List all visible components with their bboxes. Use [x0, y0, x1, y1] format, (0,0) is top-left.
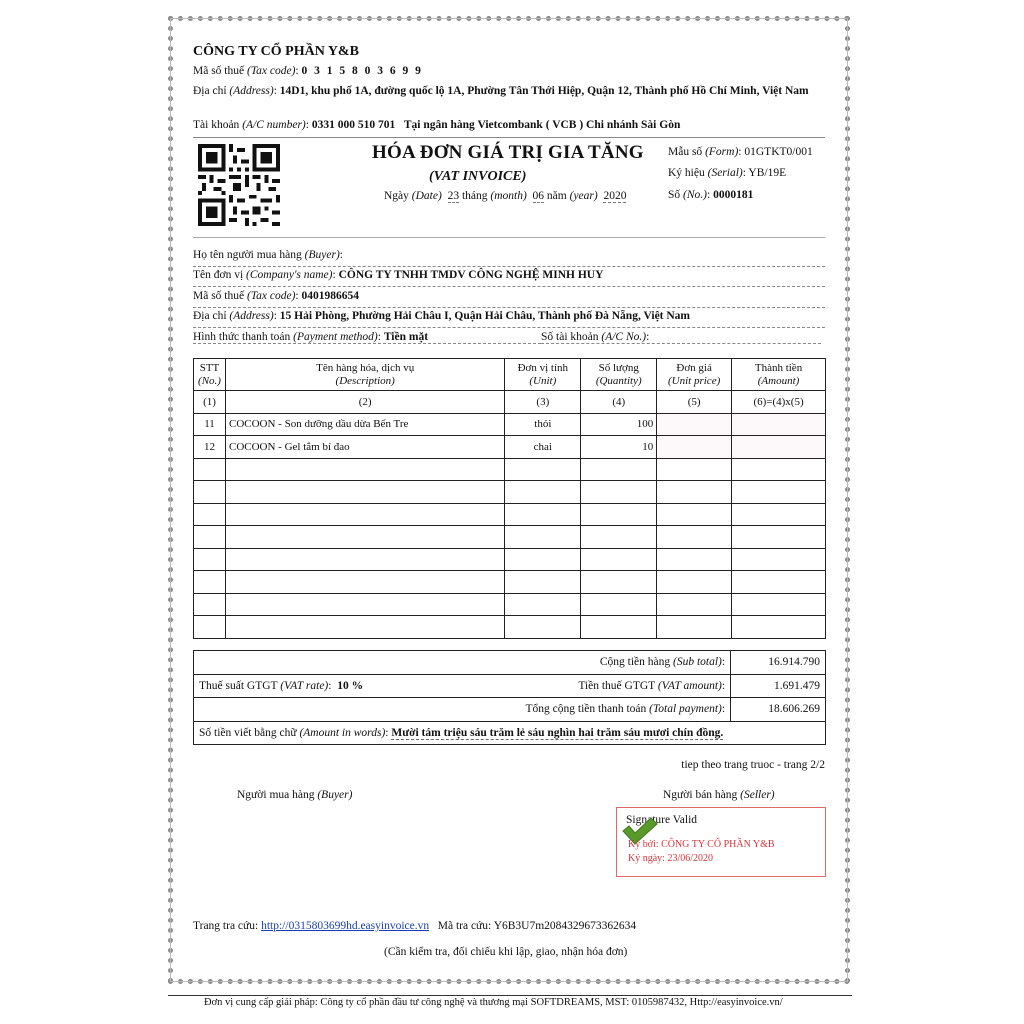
empty-rows [194, 458, 826, 638]
col-header-quantity: Số lượng (Quantity) [581, 359, 657, 391]
serial-label: Ký hiệu [668, 167, 705, 179]
col-header-amount: Thành tiền (Amount) [732, 359, 826, 391]
empty-cell [194, 503, 226, 526]
lookup-code-label: Mã tra cứu: [437, 920, 492, 932]
provider-footer: Đơn vị cung cấp giải pháp: Công ty cổ phần đầu tư công nghệ và thương mại SOFTDREAMS, MST: 0105987432, Http://easyinvoice.vn/ [204, 997, 783, 1008]
table-row-empty [194, 526, 826, 549]
year-label-en: (year) [569, 190, 598, 202]
col-header-description: Tên hàng hóa, dịch vụ (Description) [225, 359, 504, 391]
seller-account-label-en: (A/C number) [242, 119, 306, 131]
empty-cell [732, 458, 826, 481]
seller-address-line: Địa chỉ (Address): 14D1, khu phố 1A, đường quốc lộ 1A, Phường Tân Thới Hiệp, Quận 12, Thành phố Hồ Chí Minh, Việt Nam [193, 85, 809, 97]
subtotal-value: 16.914.790 [731, 651, 826, 675]
row-description: COCOON - Gel tắm bí đao [225, 436, 504, 459]
table-row [194, 436, 826, 459]
row-amount-redacted [732, 413, 826, 436]
buyer-account-label-en: (A/C No.) [601, 331, 647, 343]
seller-account-line: Tài khoản (A/C number): 0331 000 510 701 Tại ngân hàng Vietcombank ( VCB ) Chi nhánh Sài Gòn [193, 119, 681, 131]
empty-cell [194, 593, 226, 616]
header-divider [193, 137, 825, 138]
qr-code [198, 144, 280, 226]
amount-in-words-cell: Số tiền viết bằng chữ (Amount in words): Mười tám triệu sáu trăm lẻ sáu nghìn hai trăm sáu mươi chín đồng. [194, 721, 826, 745]
buyer-company-label-en: (Company's name) [246, 269, 333, 281]
row-amount-redacted [732, 436, 826, 459]
empty-cell [225, 571, 504, 594]
seller-account-number: 0331 000 510 701 [311, 119, 396, 131]
empty-cell [581, 593, 657, 616]
total-row [194, 698, 826, 722]
table-row [194, 413, 826, 436]
invoice-form: 01GTKT0/001 [744, 146, 813, 158]
empty-cell [581, 458, 657, 481]
subtotal-label-cell: Cộng tiền hàng (Sub total): [194, 651, 731, 675]
footer-divider [168, 995, 852, 996]
empty-cell [505, 548, 581, 571]
seller-tax-label-en: (Tax code) [246, 65, 296, 77]
payment-label: Hình thức thanh toán [193, 331, 291, 343]
totals-table [193, 650, 826, 745]
empty-cell [657, 616, 732, 639]
lookup-url-link[interactable]: http://0315803699hd.easyinvoice.vn [261, 920, 430, 932]
payment-label-en: (Payment method) [293, 331, 378, 343]
row-unit-price-redacted [657, 413, 732, 436]
amount-in-words: Mười tám triệu sáu trăm lẻ sáu nghìn hai trăm sáu mươi chín đồng. [391, 726, 724, 739]
empty-cell [657, 503, 732, 526]
invoice-day: 23 [447, 190, 460, 202]
col-header-unit-price: Đơn giá (Unit price) [657, 359, 732, 391]
empty-cell [505, 458, 581, 481]
empty-cell [505, 593, 581, 616]
lookup-line [193, 920, 636, 932]
vat-row [194, 674, 826, 698]
empty-cell [732, 616, 826, 639]
empty-cell [732, 481, 826, 504]
invoice-year: 2020 [603, 190, 627, 202]
table-row-empty [194, 571, 826, 594]
payment-method: Tiền mặt [383, 331, 429, 343]
row-unit: thỏi [505, 413, 581, 436]
empty-cell [732, 503, 826, 526]
table-row-empty [194, 616, 826, 639]
seller-tax-code: 0 3 1 5 8 0 3 6 9 9 [301, 65, 423, 77]
empty-cell [657, 548, 732, 571]
row-unit: chai [505, 436, 581, 459]
total-value: 18.606.269 [731, 698, 826, 722]
buyer-company-field: Tên đơn vị (Company's name): CÔNG TY TNHH TMDV CÔNG NGHỆ MINH HUY [193, 269, 825, 287]
row-quantity: 10 [581, 436, 657, 459]
index-cell: (1) [194, 391, 226, 414]
row-no: 12 [194, 436, 226, 459]
page-note: tiep theo trang truoc - trang 2/2 [681, 759, 825, 771]
form-label: Mẫu số [668, 146, 703, 158]
words-row [194, 721, 826, 745]
date-label-en: (Date) [411, 190, 442, 202]
empty-cell [657, 593, 732, 616]
empty-cell [657, 571, 732, 594]
vat-rate: 10 % [337, 679, 364, 692]
buyer-name-field: Họ tên người mua hàng (Buyer): [193, 249, 825, 267]
date-label: Ngày [384, 190, 409, 202]
seller-tax-line: Mã số thuế (Tax code): 0 3 1 5 8 0 3 6 9 9 [193, 65, 423, 77]
buyer-company: CÔNG TY TNHH TMDV CÔNG NGHỆ MINH HUY [338, 269, 604, 281]
number-label: Số [668, 189, 681, 201]
digital-signature-box[interactable] [616, 807, 826, 877]
title-divider [193, 237, 825, 238]
buyer-name-label: Họ tên người mua hàng [193, 249, 302, 261]
row-quantity: 100 [581, 413, 657, 436]
empty-cell [581, 503, 657, 526]
buyer-tax-field: Mã số thuế (Tax code): 0401986654 [193, 290, 825, 308]
index-cell: (6)=(4)x(5) [732, 391, 826, 414]
empty-cell [732, 593, 826, 616]
serial-label-en: (Serial) [707, 167, 743, 179]
empty-cell [657, 458, 732, 481]
empty-cell [581, 548, 657, 571]
empty-cell [732, 571, 826, 594]
row-description: COCOON - Son dưỡng dầu dừa Bến Tre [225, 413, 504, 436]
buyer-account-label: Số tài khoản [541, 331, 599, 343]
row-unit-price-redacted [657, 436, 732, 459]
index-cell: (4) [581, 391, 657, 414]
seller-bank: Tại ngân hàng Vietcombank ( VCB ) Chi nhánh Sài Gòn [403, 119, 681, 131]
empty-cell [225, 593, 504, 616]
vat-label-cell: Thuế suất GTGT (VAT rate): 10 % Tiền thuế GTGT (VAT amount): [194, 674, 731, 698]
empty-cell [505, 616, 581, 639]
col-header-no: STT (No.) [194, 359, 226, 391]
row-no: 11 [194, 413, 226, 436]
lookup-note: (Cần kiểm tra, đối chiếu khi lập, giao, nhận hóa đơn) [384, 946, 628, 958]
buyer-signature-label: Người mua hàng (Buyer) [237, 789, 353, 801]
empty-cell [225, 458, 504, 481]
col-header-unit: Đơn vị tính (Unit) [505, 359, 581, 391]
empty-cell [581, 481, 657, 504]
table-row-empty [194, 503, 826, 526]
items-table [193, 358, 826, 639]
buyer-payment-field: Hình thức thanh toán (Payment method): Tiền mặt Số tài khoản (A/C No.): [193, 331, 825, 349]
buyer-tax-label-en: (Tax code) [246, 290, 296, 302]
invoice-number: 0000181 [713, 189, 754, 201]
month-label: tháng [461, 190, 488, 202]
signed-by: Ký bởi: CÔNG TY CỔ PHẦN Y&B [628, 839, 775, 850]
empty-cell [581, 526, 657, 549]
empty-cell [194, 571, 226, 594]
empty-cell [194, 526, 226, 549]
invoice-form-line: Mẫu số (Form): 01GTKT0/001 [668, 146, 813, 158]
vat-amount-value: 1.691.479 [731, 674, 826, 698]
index-cell: (5) [657, 391, 732, 414]
empty-cell [505, 481, 581, 504]
year-label: năm [546, 190, 567, 202]
invoice-month: 06 [532, 190, 545, 202]
invoice-subtitle: (VAT INVOICE) [429, 169, 527, 184]
buyer-address-label: Địa chỉ [193, 310, 227, 322]
invoice-serial: YB/19E [748, 167, 787, 179]
empty-cell [225, 526, 504, 549]
seller-tax-label: Mã số thuế [193, 65, 245, 77]
form-label-en: (Form) [705, 146, 739, 158]
empty-cell [225, 616, 504, 639]
buyer-tax-code: 0401986654 [301, 290, 359, 302]
empty-cell [225, 503, 504, 526]
empty-cell [732, 548, 826, 571]
empty-cell [581, 616, 657, 639]
seller-account-label: Tài khoản [193, 119, 240, 131]
index-cell: (2) [225, 391, 504, 414]
index-cell: (3) [505, 391, 581, 414]
empty-cell [657, 526, 732, 549]
empty-cell [505, 503, 581, 526]
empty-cell [732, 526, 826, 549]
table-header-row [194, 359, 826, 391]
number-label-en: (No.) [683, 189, 707, 201]
table-row-empty [194, 458, 826, 481]
subtotal-row [194, 651, 826, 675]
seller-address-label-en: (Address) [229, 85, 274, 97]
buyer-address-label-en: (Address) [229, 310, 274, 322]
seller-company-name: CÔNG TY CỔ PHẦN Y&B [193, 44, 359, 59]
empty-cell [194, 616, 226, 639]
empty-cell [194, 548, 226, 571]
seller-address: 14D1, khu phố 1A, đường quốc lộ 1A, Phường Tân Thới Hiệp, Quận 12, Thành phố Hồ Chí Minh, Việt Nam [279, 85, 809, 97]
table-row-empty [194, 593, 826, 616]
lookup-code: Y6B3U7m2084329673362634 [493, 920, 637, 932]
empty-cell [581, 571, 657, 594]
signed-date: Ký ngày: 23/06/2020 [628, 853, 713, 864]
buyer-company-label: Tên đơn vị [193, 269, 244, 281]
seller-signature-label: Người bán hàng (Seller) [663, 789, 775, 801]
empty-cell [657, 481, 732, 504]
month-label-en: (month) [490, 190, 527, 202]
table-index-row [194, 391, 826, 414]
empty-cell [194, 481, 226, 504]
invoice-date-line [384, 190, 626, 203]
empty-cell [194, 458, 226, 481]
invoice-title: HÓA ĐƠN GIÁ TRỊ GIA TĂNG [372, 142, 644, 163]
empty-cell [505, 571, 581, 594]
lookup-page-label: Trang tra cứu: [193, 920, 259, 932]
total-label-cell: Tổng cộng tiền thanh toán (Total payment): [194, 698, 731, 722]
buyer-tax-label: Mã số thuế [193, 290, 245, 302]
empty-cell [225, 481, 504, 504]
empty-cell [225, 548, 504, 571]
seller-address-label: Địa chỉ [193, 85, 227, 97]
buyer-name-label-en: (Buyer) [304, 249, 340, 261]
empty-cell [505, 526, 581, 549]
buyer-address-field: Địa chỉ (Address): 15 Hải Phòng, Phường Hải Châu I, Quận Hải Châu, Thành phố Đà Nẵng, Việt Nam [193, 310, 825, 328]
invoice-number-line: Số (No.): 0000181 [668, 189, 754, 201]
table-row-empty [194, 548, 826, 571]
signature-status: Signature Valid [626, 814, 698, 826]
invoice-serial-line: Ký hiệu (Serial): YB/19E [668, 167, 787, 179]
table-row-empty [194, 481, 826, 504]
buyer-address: 15 Hải Phòng, Phường Hải Châu I, Quận Hải Châu, Thành phố Đà Nẵng, Việt Nam [279, 310, 691, 322]
